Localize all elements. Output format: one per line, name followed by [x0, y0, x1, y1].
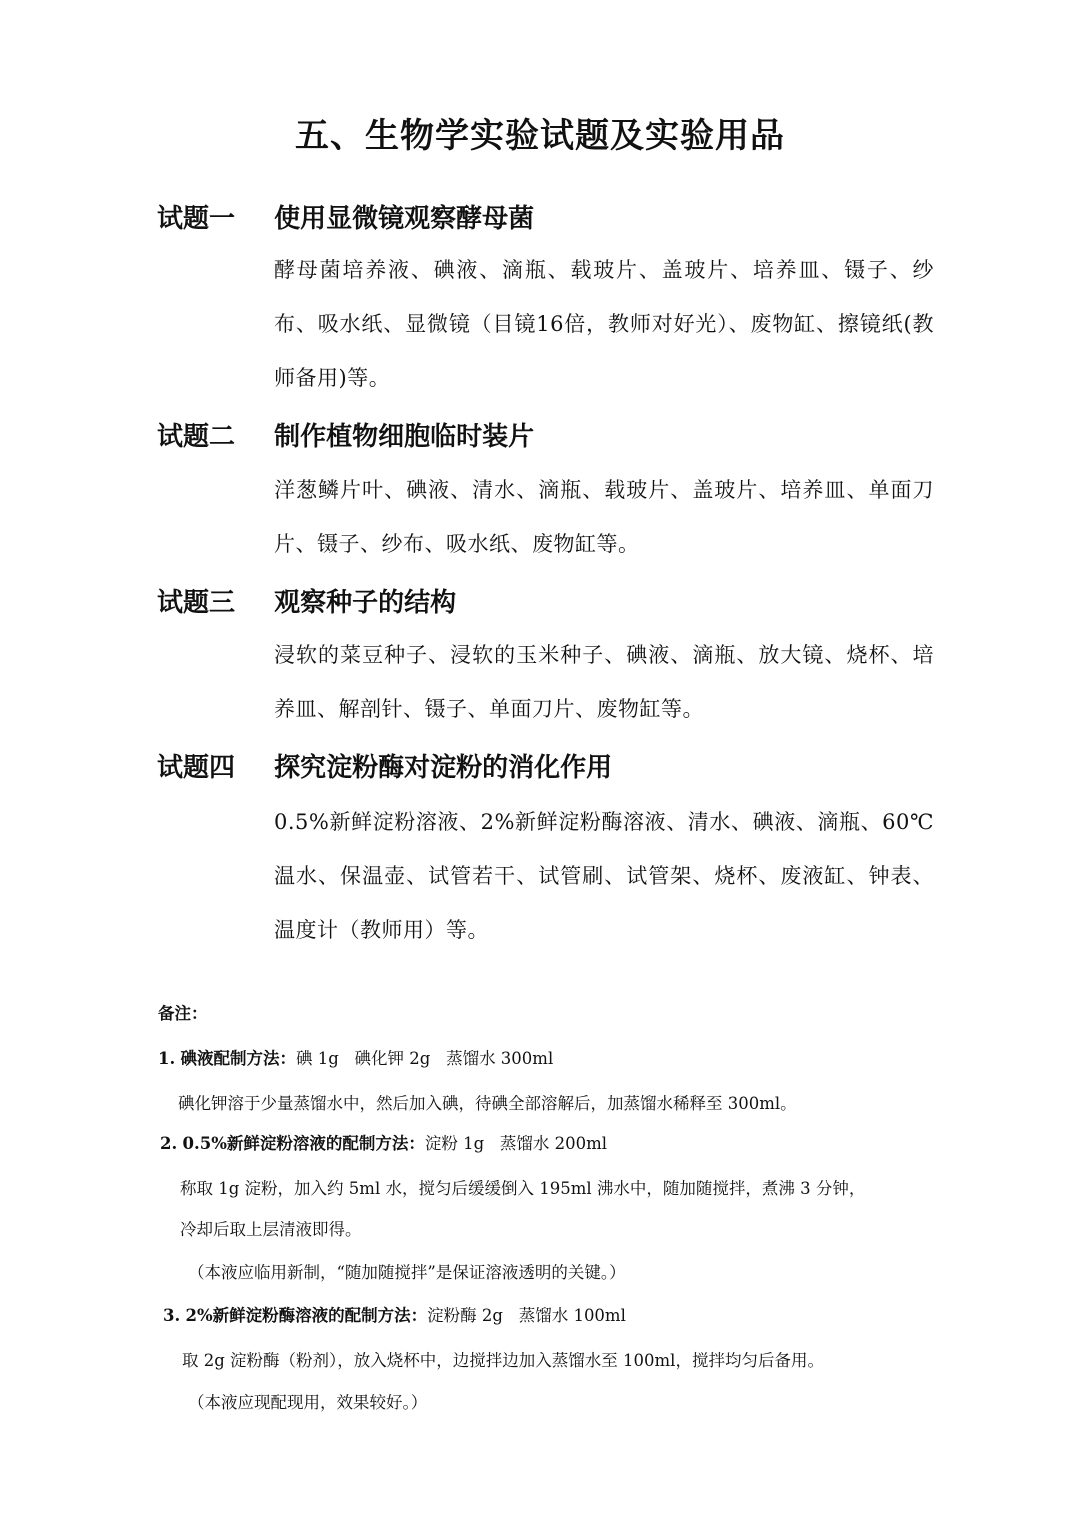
note-3-line-1: 取 2g 淀粉酶（粉剂），放入烧杯中，边搅拌边加入蒸馏水至 100ml，搅拌均匀后备用。	[182, 1351, 824, 1370]
note-1-line-1: 碘化钾溶于少量蒸馏水中，然后加入碘，待碘全部溶解后，加蒸馏水稀释至 300ml。	[178, 1094, 797, 1113]
question-4-materials: 0.5%新鲜淀粉溶液、2%新鲜淀粉酶溶液、清水、碘液、滴瓶、60℃温水、保温壶、试管若干、试管刷、试管架、烧杯、废液缸、钟表、温度计（教师用）等。	[274, 810, 934, 942]
question-1-heading	[157, 198, 534, 235]
question-4-name: 探究淀粉酶对淀粉的消化作用	[274, 753, 613, 783]
question-2-materials: 洋葱鳞片叶、碘液、清水、滴瓶、载玻片、盖玻片、培养皿、单面刀片、镊子、纱布、吸水纸、废物缸等。	[274, 478, 934, 556]
note-3-heading-line	[163, 1302, 626, 1326]
question-4-number: 试题四	[157, 753, 236, 783]
question-3-name: 观察种子的结构	[274, 588, 457, 618]
question-3-number: 试题三	[157, 588, 236, 618]
question-3-heading	[157, 582, 456, 619]
note-3-heading: 2%新鲜淀粉酶溶液的配制方法：	[185, 1306, 428, 1325]
note-3-recipe: 淀粉酶 2g 蒸馏水 100ml	[427, 1306, 626, 1325]
note-1-heading-line	[158, 1045, 553, 1069]
question-1-name: 使用显微镜观察酵母菌	[274, 204, 535, 234]
note-3-line-2: （本液应现配现用，效果较好。）	[188, 1393, 428, 1412]
question-1-materials: 酵母菌培养液、碘液、滴瓶、载玻片、盖玻片、培养皿、镊子、纱布、吸水纸、显微镜（目镜16倍，教师对好光）、废物缸、擦镜纸(教师备用)等。	[274, 258, 934, 390]
note-2-recipe: 淀粉 1g 蒸馏水 200ml	[424, 1134, 608, 1153]
question-3-materials: 浸软的菜豆种子、浸软的玉米种子、碘液、滴瓶、放大镜、烧杯、培养皿、解剖针、镊子、单面刀片、废物缸等。	[274, 643, 934, 721]
note-2-line-3: （本液应临用新制，“随加随搅拌”是保证溶液透明的关键。）	[188, 1263, 626, 1282]
question-2-number: 试题二	[157, 422, 236, 452]
note-1-recipe: 碘 1g 碘化钾 2g 蒸馏水 300ml	[295, 1049, 554, 1068]
page-title: 五、生物学实验试题及实验用品	[295, 116, 785, 156]
note-2-line-1: 称取 1g 淀粉，加入约 5ml 水，搅匀后缓缓倒入 195ml 沸水中，随加随搅拌，煮沸 3 分钟，	[180, 1179, 866, 1198]
note-1-heading: 碘液配制方法：	[180, 1049, 296, 1068]
question-1-number: 试题一	[157, 204, 236, 234]
note-2-heading-line	[160, 1130, 607, 1154]
note-2-line-2: 冷却后取上层清液即得。	[180, 1220, 362, 1239]
question-2-heading	[157, 416, 534, 453]
question-4-heading	[157, 747, 612, 784]
note-3-number: 3.	[163, 1306, 181, 1325]
note-2-heading: 0.5%新鲜淀粉溶液的配制方法：	[182, 1134, 425, 1153]
question-2-name: 制作植物细胞临时装片	[274, 422, 535, 452]
note-2-number: 2.	[160, 1134, 178, 1153]
note-1-number: 1.	[158, 1049, 176, 1068]
notes-label: 备注：	[158, 1004, 208, 1023]
